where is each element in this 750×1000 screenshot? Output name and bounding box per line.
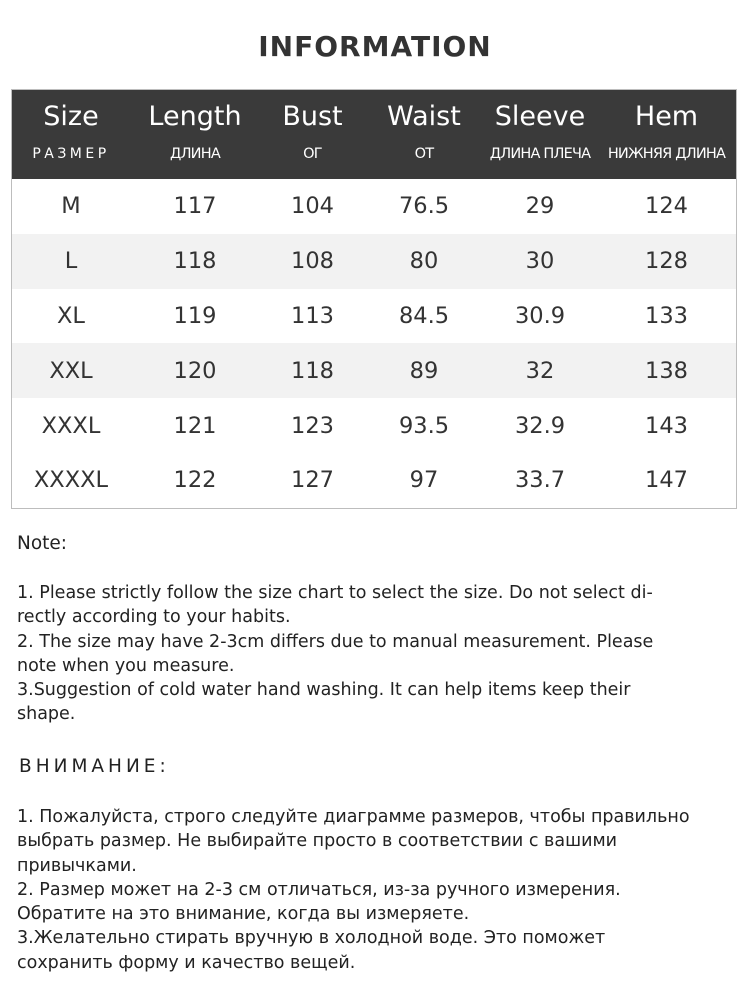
cell-bust: 118 — [291, 357, 334, 384]
cell-bust: 123 — [291, 412, 334, 439]
cell-length: 120 — [173, 357, 217, 384]
attention-heading: ВНИМАНИЕ: — [19, 756, 170, 777]
table-row — [12, 289, 736, 344]
table-row — [12, 343, 736, 398]
cell-hem: 143 — [645, 412, 688, 439]
table-row — [12, 179, 736, 234]
header-hem — [597, 90, 736, 179]
cell-size: XXXXL — [33, 467, 109, 494]
header-label: Length — [148, 101, 242, 132]
cell-sleeve: 33.7 — [514, 467, 566, 494]
header-sublabel: ДЛИНА ПЛЕЧА — [489, 146, 591, 162]
table-row — [12, 398, 736, 453]
note-line: rectly according to your habits. — [17, 607, 291, 628]
note-line: 3.Suggestion of cold water hand washing. It can help items keep their — [17, 680, 631, 701]
cell-waist: 76.5 — [398, 193, 450, 220]
attention-line: 2. Размер может на 2-3 см отличаться, из-за ручного измерения. — [17, 879, 621, 900]
header-waist — [365, 90, 483, 179]
cell-hem: 147 — [645, 467, 688, 494]
note-line: note when you measure. — [17, 655, 235, 676]
cell-waist: 84.5 — [398, 302, 450, 329]
table-header — [12, 90, 736, 179]
cell-hem: 138 — [645, 357, 688, 384]
note-line: 2. The size may have 2-3cm differs due to manual measurement. Please — [17, 631, 654, 652]
attention-line: сохранить форму и качество вещей. — [17, 952, 356, 973]
attention-body — [17, 805, 727, 975]
cell-length: 121 — [173, 412, 217, 439]
cell-sleeve: 32 — [525, 357, 555, 384]
header-label: Waist — [387, 101, 461, 132]
cell-waist: 97 — [409, 467, 439, 494]
note-heading: Note: — [17, 533, 68, 554]
cell-length: 117 — [173, 193, 217, 220]
cell-waist: 80 — [409, 248, 439, 275]
cell-length: 119 — [173, 302, 217, 329]
cell-size: XXL — [49, 357, 93, 384]
cell-waist: 93.5 — [398, 412, 450, 439]
note-body — [17, 581, 727, 727]
header-sublabel: ОТ — [414, 146, 434, 162]
cell-hem: 124 — [645, 193, 688, 220]
note-line: 1. Please strictly follow the size chart to select the size. Do not select di- — [17, 583, 653, 603]
header-label: Sleeve — [494, 101, 586, 132]
header-length — [130, 90, 260, 179]
cell-sleeve: 30 — [525, 248, 555, 275]
attention-line: выбрать размер. Не выбирайте просто в соответствии с вашими — [17, 831, 618, 852]
cell-size: M — [61, 193, 81, 220]
cell-sleeve: 29 — [525, 193, 555, 220]
header-label: Hem — [634, 101, 699, 132]
attention-line: 1. Пожалуйста, строго следуйте диаграмме размеров, чтобы правильно — [17, 807, 690, 827]
attention-line: Обратите на это внимание, когда вы измеряете. — [17, 904, 470, 925]
cell-bust: 113 — [291, 302, 334, 329]
header-sublabel: ОГ — [303, 146, 322, 162]
header-label: Bust — [282, 101, 343, 132]
attention-line: привычками. — [17, 855, 137, 876]
header-sleeve — [483, 90, 597, 179]
cell-sleeve: 32.9 — [514, 412, 566, 439]
header-sublabel: НИЖНЯЯ ДЛИНА — [607, 146, 726, 162]
header-bust — [260, 90, 365, 179]
header-size — [12, 90, 130, 179]
cell-bust: 127 — [291, 467, 334, 494]
cell-length: 118 — [173, 248, 217, 275]
cell-size: L — [64, 248, 78, 275]
cell-size: XXXL — [41, 412, 101, 439]
header-sublabel: РАЗМЕР — [32, 146, 110, 162]
cell-size: XL — [57, 302, 85, 329]
page-title: INFORMATION — [258, 30, 492, 63]
table-row — [12, 234, 736, 289]
cell-bust: 108 — [291, 248, 334, 275]
attention-line: 3.Желательно стирать вручную в холодной воде. Это поможет — [17, 928, 606, 949]
cell-hem: 133 — [645, 302, 688, 329]
table-row — [12, 453, 736, 508]
header-label: Size — [43, 101, 99, 132]
cell-hem: 128 — [645, 248, 688, 275]
cell-sleeve: 30.9 — [514, 302, 566, 329]
note-line: shape. — [17, 704, 76, 725]
cell-length: 122 — [173, 467, 217, 494]
header-sublabel: ДЛИНА — [170, 146, 220, 162]
size-chart-table — [11, 89, 737, 509]
cell-waist: 89 — [409, 357, 439, 384]
cell-bust: 104 — [291, 193, 334, 220]
